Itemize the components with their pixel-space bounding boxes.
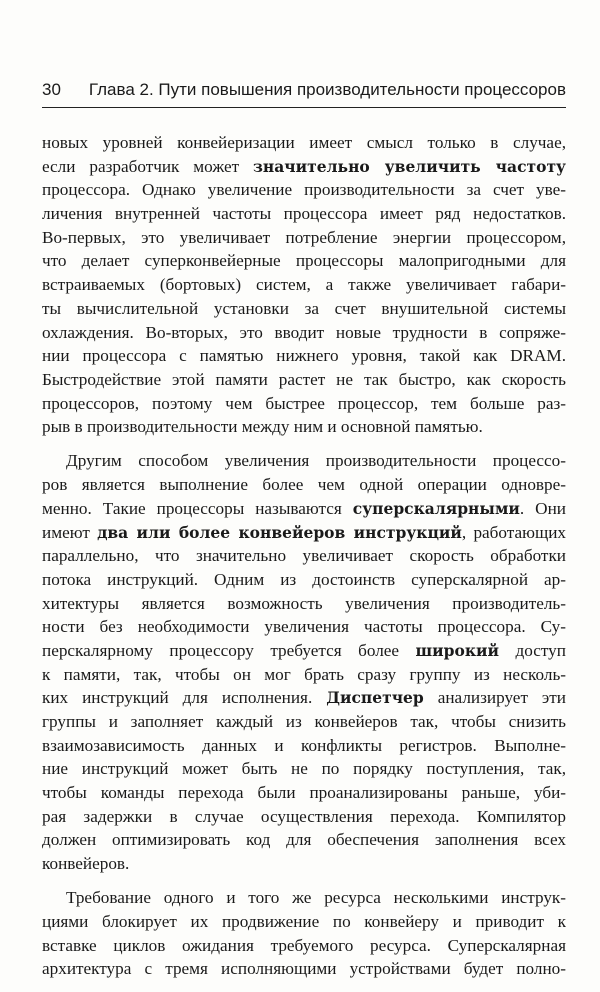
text-run: ких инструкций для исполнения. — [42, 688, 327, 708]
text-line — [42, 910, 566, 934]
text-run: взаимозависимость данных и конфликты регистров. Выполне- — [42, 735, 566, 755]
text-line — [42, 297, 566, 321]
text-run: охлаждения. Во-вторых, это вводит новые трудности в сопряже- — [42, 322, 566, 342]
page-body — [42, 131, 566, 992]
text-run: конвейеров. — [42, 854, 130, 874]
text-run: имеют — [42, 522, 98, 542]
text-line — [42, 392, 566, 416]
text-line — [42, 226, 566, 250]
text-line — [42, 544, 566, 568]
text-run: чтобы команды перехода были проанализированы раньше, уби- — [42, 783, 566, 803]
text-run: ние инструкций может быть не по порядку поступления, так, — [42, 759, 566, 779]
paragraph — [42, 449, 566, 875]
text-run: вставке циклов ожидания требуемого ресурса. Суперскалярная — [42, 935, 566, 955]
text-line — [42, 178, 566, 202]
text-run: рыв в производительности между ним и основной памятью. — [42, 417, 483, 437]
text-run: менно. Такие процессоры называются — [42, 498, 353, 518]
text-run: Требование одного и того же ресурса несколькими инструк- — [66, 888, 566, 908]
text-run: потока инструкций. Одним из достоинств суперскалярной ар- — [42, 569, 566, 589]
text-line — [42, 131, 566, 155]
text-run: к памяти, так, чтобы он мог брать сразу группу из несколь- — [42, 664, 566, 684]
paragraph — [42, 131, 566, 439]
text-line — [42, 592, 566, 616]
text-line — [42, 415, 566, 439]
text-line — [42, 828, 566, 852]
text-line — [42, 321, 566, 345]
text-run: что делает суперконвейерные процессоры малопригодными для — [42, 251, 566, 271]
text-line — [42, 497, 566, 521]
text-line — [42, 663, 566, 687]
bold-term: два или более конвейеров инструкций — [97, 522, 462, 542]
text-line — [42, 781, 566, 805]
text-line — [42, 249, 566, 273]
running-title: Глава 2. Пути повышения производительности процессоров — [88, 80, 566, 99]
text-run: ности без необходимости увеличения частоты процессора. Су- — [42, 617, 566, 637]
text-line — [42, 521, 566, 545]
text-run: циями блокирует их продвижение по конвейеру и приводит к — [42, 912, 566, 931]
text-line — [42, 273, 566, 297]
running-header — [42, 80, 566, 106]
text-run: должен оптимизировать код для обеспечения заполнения всех — [42, 830, 566, 850]
paragraph — [42, 886, 566, 981]
text-run: . Они — [519, 498, 566, 518]
bold-term: значительно увеличить частоту — [253, 156, 566, 176]
text-line — [42, 368, 566, 392]
text-line — [42, 344, 566, 368]
text-run: процессоров, поэтому чем быстрее процессор, тем больше раз- — [42, 393, 566, 413]
text-line — [42, 934, 566, 958]
header-rule — [42, 107, 566, 108]
text-line — [42, 734, 566, 758]
text-line — [42, 886, 566, 910]
text-line — [42, 615, 566, 639]
text-run: архитектура с тремя исполняющими устройствами будет полно- — [42, 959, 566, 979]
text-line — [42, 957, 566, 981]
text-run: , работающих — [461, 522, 567, 542]
text-line — [42, 473, 566, 497]
text-run: перскалярному процессору требуется более — [42, 640, 416, 660]
text-line — [42, 710, 566, 734]
text-run: нии процессора с памятью нижнего уровня, такой как DRAM. — [42, 346, 566, 366]
text-run: если разработчик может — [42, 156, 254, 176]
bold-term: суперскалярными — [352, 498, 520, 518]
text-run: рая задержки в случае осуществления перехода. Компилятор — [42, 806, 566, 826]
text-line — [42, 805, 566, 829]
text-run: группы и заполняет каждый из конвейеров так, чтобы снизить — [42, 712, 566, 731]
text-line — [42, 568, 566, 592]
text-run: личения внутренней частоты процессора имеет ряд недостатков. — [42, 204, 566, 224]
text-run: параллельно, что значительно увеличивает скорость обработки — [42, 546, 566, 566]
text-run: Быстродействие этой памяти растет не так быстро, как скорость — [42, 369, 566, 389]
text-run: анализирует эти — [423, 688, 566, 708]
text-line — [42, 757, 566, 781]
text-run: ты вычислительной установки за счет внушительной системы — [42, 298, 566, 318]
text-run: доступ — [499, 640, 566, 660]
text-run: процессора. Однако увеличение производительности за счет уве- — [42, 180, 566, 200]
text-run: новых уровней конвейеризации имеет смысл только в случае, — [42, 133, 566, 152]
text-run: Во-первых, это увеличивает потребление энергии процессором, — [42, 227, 566, 247]
text-line — [42, 852, 566, 876]
text-line — [42, 686, 566, 710]
text-run: встраиваемых (бортовых) систем, а также увеличивает габари- — [42, 275, 566, 295]
text-line — [42, 449, 566, 473]
text-line — [42, 155, 566, 179]
page-number: 30 — [42, 80, 61, 99]
bold-term: Диспетчер — [326, 688, 424, 708]
text-run: Другим способом увеличения производительности процессо- — [66, 451, 566, 471]
text-run: ров является выполнение более чем одной операции одновре- — [42, 475, 566, 495]
text-line — [42, 639, 566, 663]
text-run: хитектуры является возможность увеличения производитель- — [42, 593, 566, 613]
text-line — [42, 202, 566, 226]
bold-term: широкий — [415, 640, 500, 660]
